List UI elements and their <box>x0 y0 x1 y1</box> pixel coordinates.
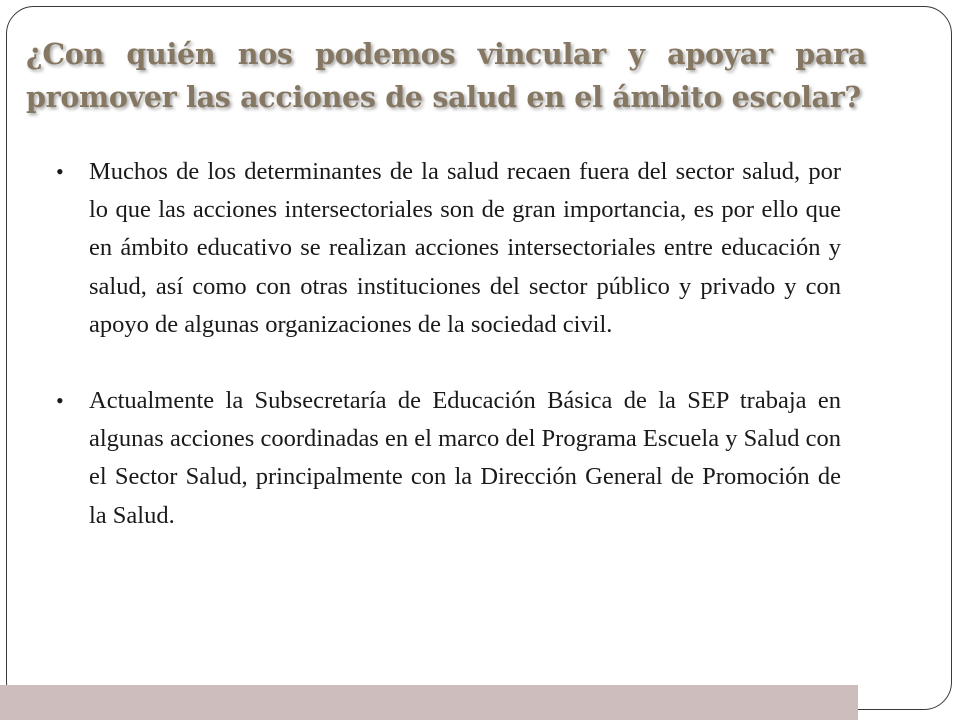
bullet-text: Actualmente la Subsecretaría de Educación Básica de la SEP trabaja en algunas acciones coordinadas en el marco del Programa Escuela y Salud con el Sector Salud, principalmente con la Dirección General de Promoción de la Salud. <box>89 387 841 529</box>
bullet-dot-icon: • <box>56 388 64 414</box>
bullet-list <box>56 153 841 535</box>
bullet-text: Muchos de los determinantes de la salud recaen fuera del sector salud, por lo que las acciones intersectoriales son de gran importancia, es por ello que en ámbito educativo se realizan acciones intersectoriales entre educación y salud, así como con otras instituciones del sector público y privado y con apoyo de algunas organizaciones de la sociedad civil. <box>89 158 841 338</box>
bullet-dot-icon: • <box>56 159 64 184</box>
bullet-item <box>56 382 841 535</box>
bullet-item <box>56 153 841 344</box>
slide-title: ¿Con quién nos podemos vincular y apoyar para promover las acciones de salud en el ámbito escolar? <box>26 37 866 114</box>
footer-band <box>0 685 858 720</box>
